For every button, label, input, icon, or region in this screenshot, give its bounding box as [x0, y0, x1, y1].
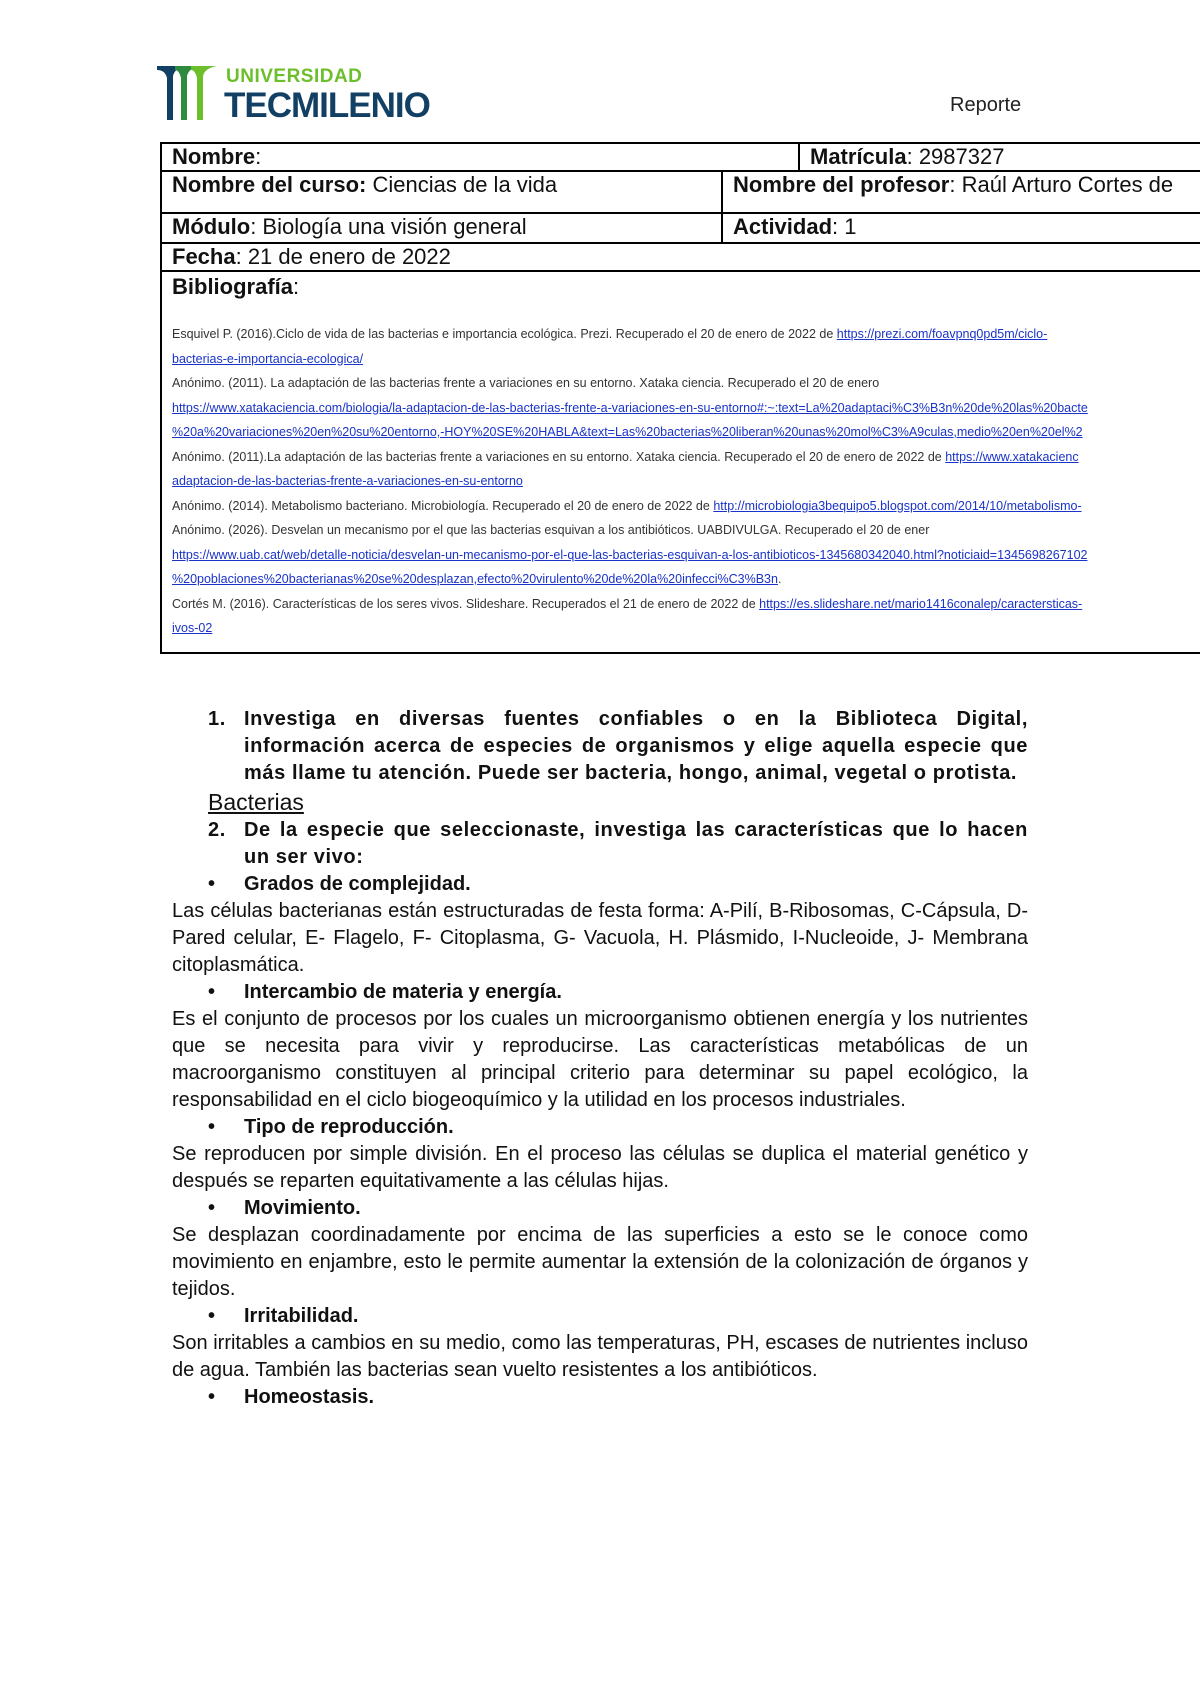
bibliography-title — [172, 274, 299, 300]
reference-link[interactable]: http://microbiologia3bequipo5.blogspot.com/2014/10/metabolismo- — [713, 498, 1082, 513]
profesor-label: Nombre del profesor — [733, 172, 950, 197]
matricula-label: Matrícula — [810, 144, 907, 169]
info-row-modulo — [162, 214, 1200, 244]
question-1 — [172, 706, 1028, 787]
curso-label: Nombre del curso: — [172, 172, 367, 197]
reference-line — [172, 469, 1088, 494]
characteristics-list — [172, 871, 1028, 1411]
actividad-label: Actividad — [733, 214, 833, 239]
bullet-icon: • — [208, 873, 216, 895]
reference-line — [172, 494, 1088, 519]
selected-species: Bacterias — [208, 789, 304, 815]
reference-text: Esquivel P. (2016).Ciclo de vida de las bacterias e importancia ecológica. Prezi. Recuperado el 20 de enero de 2022 de — [172, 327, 837, 341]
bullet-icon: • — [208, 981, 216, 1003]
characteristic-title: Movimiento. — [244, 1197, 361, 1219]
characteristic-title: Intercambio de materia y energía. — [244, 981, 562, 1003]
reference-link[interactable]: https://es.slideshare.net/mario1416conalep/caractersticas- — [759, 596, 1083, 611]
characteristic-heading — [172, 979, 1028, 1006]
question-number: 1. — [208, 708, 226, 730]
reference-link[interactable]: https://www.xatakacienc — [945, 449, 1079, 464]
reference-line — [172, 518, 1088, 543]
reference-text: Anónimo. (2011).La adaptación de las bacterias frente a variaciones en su entorno. Xataka ciencia. Recuperado el 20 de enero de 2022 de — [172, 449, 946, 464]
modulo-value: : Biología una visión general — [250, 214, 527, 239]
question-text: De la especie que seleccionaste, investiga las características que lo hacen un ser vivo: — [244, 819, 1028, 868]
reference-text: Anónimo. (2026). Desvelan un mecanismo por el que las bacterias esquivan a los antibióticos. UABDIVULGA. Recuperado el 20 de ener — [172, 523, 930, 537]
reference-line — [172, 592, 1088, 617]
reference-link[interactable]: adaptacion-de-las-bacterias-frente-a-variaciones-en-su-entorno — [172, 474, 523, 488]
info-row-nombre — [162, 144, 1200, 172]
reference-link[interactable]: https://www.xatakaciencia.com/biologia/la-adaptacion-de-las-bacterias-frente-a-variaciones-en-su-entorno#:~:text=La%20adaptaci%C3%B3n%20de%20las%20bacte — [172, 400, 1088, 415]
reference-link[interactable]: %20a%20variaciones%20en%20su%20entorno,-HOY%20SE%20HABLA&text=Las%20bacterias%20liberan%20unas%20mol%C3%A9culas,medio%20en%20el%2 — [172, 425, 1083, 439]
characteristic-text: Las células bacterianas están estructuradas de festa forma: A-Pilí, B-Ribosomas, C-Cápsula, D- Pared celular, E- Flagelo, F- Citoplasma, G- Vacuola, H. Plásmido, I-Nucleoide, J- Membrana citoplasmática. — [172, 900, 1028, 976]
characteristic-heading — [172, 1384, 1028, 1411]
fecha-label: Fecha — [172, 244, 236, 269]
characteristic-title: Irritabilidad. — [244, 1305, 359, 1327]
characteristic-heading — [172, 1114, 1028, 1141]
reference-link[interactable]: https://prezi.com/foavpnq0pd5m/ciclo- — [836, 327, 1048, 341]
reference-link[interactable]: %20poblaciones%20bacterianas%20se%20desplazan,efecto%20virulento%20de%20la%20infecci%C3%B3n — [172, 572, 778, 586]
characteristic-text: Se reproducen por simple división. En el proceso las células se duplica el material genético y después se reparten equitativamente a las células hijas. — [172, 1143, 1028, 1192]
modulo-cell — [162, 214, 527, 240]
characteristic-heading — [172, 1195, 1028, 1222]
characteristic-text: Es el conjunto de procesos por los cuales un microorganismo obtienen energía y los nutrientes que se necesita para vivir y reproducirse. Las características metabólicas de un macroorganismo constituyen al principal criterio para determinar su papel ecológico, la responsabilidad en el ciclo biogeoquímico y la utilidad en los procesos industriales. — [172, 1008, 1028, 1111]
reference-line — [172, 420, 1088, 445]
tecmilenio-logo-icon — [155, 62, 221, 124]
reference-line — [172, 543, 1088, 568]
profesor-cell — [723, 172, 1173, 198]
fecha-value: : 21 de enero de 2022 — [235, 244, 451, 269]
actividad-cell — [723, 214, 857, 240]
nombre-value: : — [255, 144, 262, 169]
actividad-value: : 1 — [832, 214, 857, 239]
reference-line — [172, 371, 1088, 396]
matricula-value: : 2987327 — [906, 144, 1005, 169]
info-row-fecha — [162, 244, 1200, 272]
info-row-curso — [162, 172, 1200, 214]
bibliografia-value: : — [293, 274, 300, 299]
characteristic-title: Tipo de reproducción. — [244, 1116, 454, 1138]
characteristic-heading — [172, 871, 1028, 898]
question-text: Investiga en diversas fuentes confiables o en la Biblioteca Digital, información acerca de especies de organismos y elige aquella especie que más llame tu atención. Puede ser bacteria, hongo, animal, vegetal o protista. — [244, 708, 1028, 784]
bibliografia-label: Bibliografía — [172, 274, 294, 299]
reference-line — [172, 396, 1088, 421]
reference-line — [172, 347, 1088, 372]
matricula-cell — [800, 144, 1004, 170]
university-logo — [155, 62, 455, 124]
activity-content — [172, 706, 1028, 1411]
reference-link[interactable]: ivos-02 — [172, 621, 213, 635]
nombre-cell — [162, 144, 261, 170]
reference-link[interactable]: https://www.uab.cat/web/detalle-noticia/desvelan-un-mecanismo-por-el-que-las-bacterias-esquivan-a-los-antibioticos-1345680342040.html?noticiaid=1345698267102 — [172, 547, 1088, 562]
bullet-icon: • — [208, 1305, 216, 1327]
nombre-label: Nombre — [172, 144, 256, 169]
bullet-icon: • — [208, 1386, 216, 1408]
info-table — [160, 142, 1200, 654]
reference-line — [172, 322, 1088, 347]
curso-cell — [162, 172, 557, 198]
reference-line — [172, 445, 1088, 470]
reference-text: Cortés M. (2016). Características de los seres vivos. Slideshare. Recuperados el 21 de enero de 2022 de — [172, 596, 760, 611]
reference-line — [172, 616, 1088, 641]
question-number: 2. — [208, 819, 226, 841]
fecha-cell — [162, 244, 451, 270]
reference-list — [172, 322, 1088, 641]
question-2 — [172, 817, 1028, 871]
characteristic-text: Se desplazan coordinadamente por encima de las superficies a esto se le conoce como movimiento en enjambre, esto le permite aumentar la extensión de la colonización de órganos y tejidos. — [172, 1224, 1028, 1300]
reference-text: Anónimo. (2011). La adaptación de las bacterias frente a variaciones en su entorno. Xataka ciencia. Recuperado el 20 de enero — [172, 376, 880, 390]
bullet-icon: • — [208, 1197, 216, 1219]
characteristic-text: Son irritables a cambios en su medio, como las temperaturas, PH, escases de nutrientes incluso de agua. También las bacterias sean vuelto resistentes a los antibióticos. — [172, 1332, 1028, 1381]
bibliography-section — [162, 272, 1200, 654]
reference-suffix: . — [777, 572, 782, 586]
characteristic-title: Homeostasis. — [244, 1386, 375, 1408]
profesor-value: : Raúl Arturo Cortes de — [949, 172, 1174, 197]
modulo-label: Módulo — [172, 214, 251, 239]
reference-link[interactable]: bacterias-e-importancia-ecologica/ — [172, 351, 364, 366]
characteristic-heading — [172, 1303, 1028, 1330]
bullet-icon: • — [208, 1116, 216, 1138]
logo-line2: TECMILENIO — [224, 86, 430, 125]
curso-value: Ciencias de la vida — [366, 172, 558, 197]
characteristic-title: Grados de complejidad. — [244, 873, 471, 895]
logo-line1: UNIVERSIDAD — [226, 66, 363, 87]
report-label: Reporte — [950, 94, 1022, 116]
reference-text: Anónimo. (2014). Metabolismo bacteriano. Microbiología. Recuperado el 20 de enero de 2022 de — [172, 498, 714, 513]
reference-line — [172, 567, 1088, 592]
